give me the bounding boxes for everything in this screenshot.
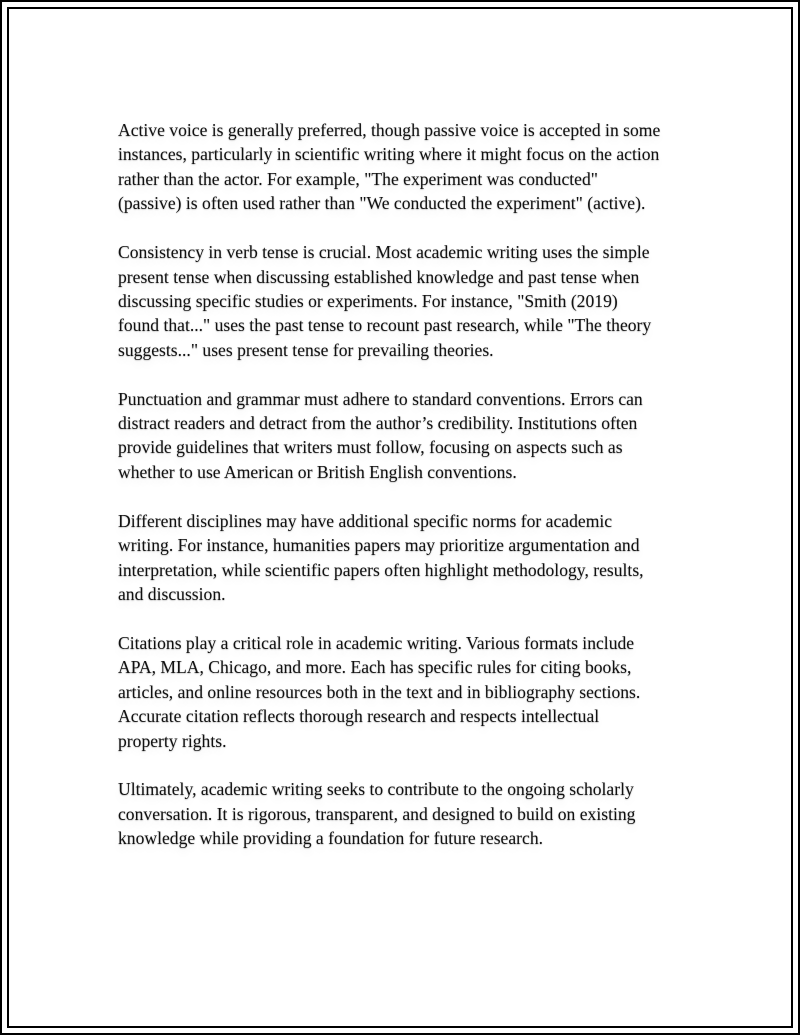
text-line: knowledge while providing a foundation for future research. [118,828,544,849]
text-line: Active voice is generally preferred, though passive voice is accepted in some [118,120,661,140]
text-line: found that..." uses the past tense to recount past research, while "The theory [118,315,652,336]
text-line: Punctuation and grammar must adhere to standard conventions. Errors can [118,388,643,409]
text-line: whether to use American or British English conventions. [118,461,517,482]
text-line: articles, and online resources both in the text and in bibliography sections. [118,681,641,702]
text-line: and discussion. [118,584,226,604]
text-line: (passive) is often used rather than "We conducted the experiment" (active). [118,193,646,214]
text-line: Ultimately, academic writing seeks to contribute to the ongoing scholarly [118,779,634,800]
text-line: provide guidelines that writers must follow, focusing on aspects such as [118,437,623,458]
paragraph-verb-tense [118,240,698,362]
paragraph-conclusion [118,777,698,850]
paragraph-active-voice [118,118,698,216]
text-line: writing. For instance, humanities papers may prioritize argumentation and [118,535,640,556]
text-line: Consistency in verb tense is crucial. Most academic writing uses the simple [118,242,650,263]
text-line: instances, particularly in scientific writing where it might focus on the action [118,144,660,165]
paragraph-disciplines [118,509,698,607]
text-line: Citations play a critical role in academic writing. Various formats include [118,632,635,653]
text-line: property rights. [118,730,227,751]
text-line: Different disciplines may have additional specific norms for academic [118,510,613,531]
paragraph-citations [118,631,698,753]
text-line: Accurate citation reflects thorough research and respects intellectual [118,706,600,727]
text-line: suggests..." uses present tense for prevailing theories. [118,339,494,360]
text-line: interpretation, while scientific papers often highlight methodology, results, [118,559,644,580]
paragraph-punctuation [118,387,698,485]
text-line: rather than the actor. For example, "The experiment was conducted" [118,168,598,189]
text-line: distract readers and detract from the author’s credibility. Institutions often [118,413,638,434]
document-body [118,118,698,875]
text-line: present tense when discussing established knowledge and past tense when [118,266,640,287]
text-line: APA, MLA, Chicago, and more. Each has specific rules for citing books, [118,657,632,678]
text-line: discussing specific studies or experiments. For instance, "Smith (2019) [118,290,618,311]
text-line: conversation. It is rigorous, transparent, and designed to build on existing [118,803,636,824]
